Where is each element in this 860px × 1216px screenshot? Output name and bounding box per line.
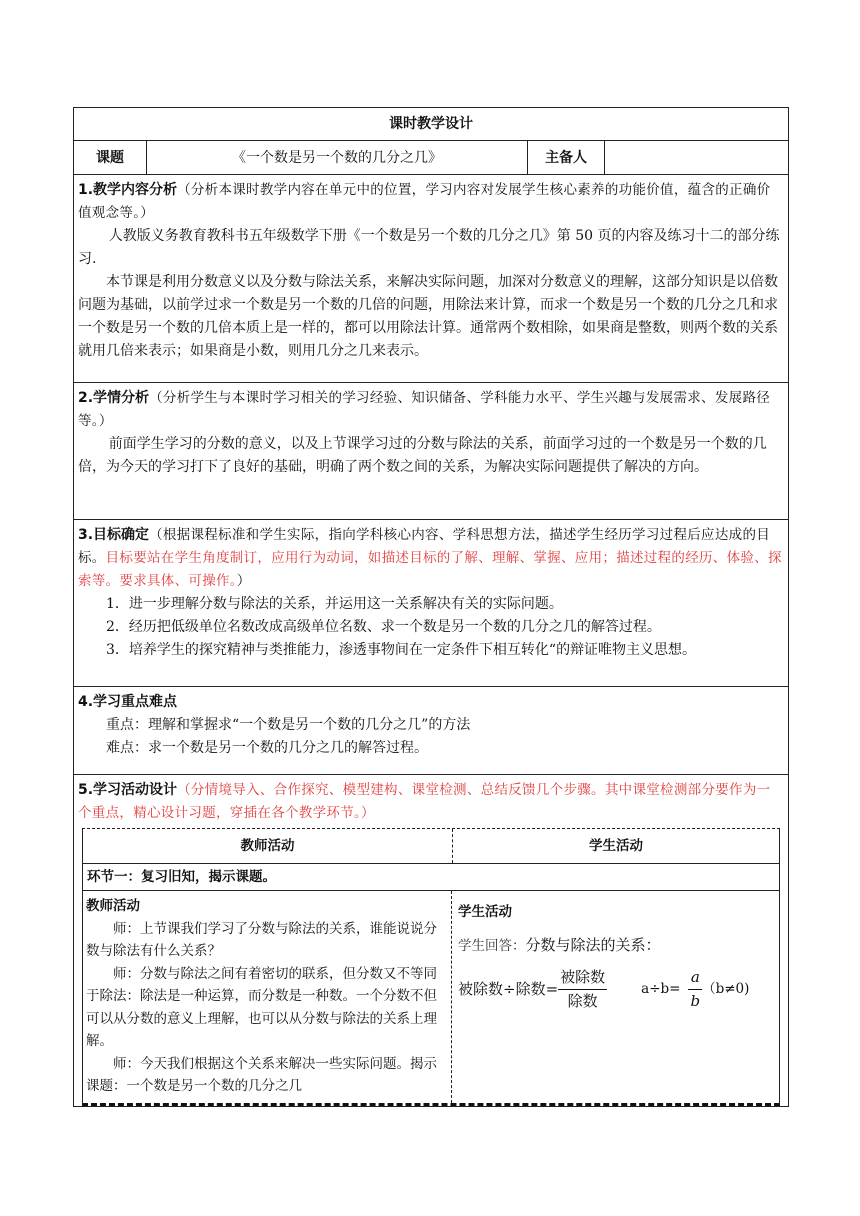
section-key-points bbox=[74, 687, 788, 775]
goal-item: 3．培养学生的探究精神与类推能力，渗透事物间在一定条件下相互转化“的辩证唯物主义思想。 bbox=[106, 642, 697, 658]
key-point: 重点：理解和掌握求“一个数是另一个数的几分之几”的方法 bbox=[106, 717, 471, 733]
topic-value: 《一个数是另一个数的几分之几》 bbox=[147, 141, 528, 174]
teacher-line: 师：分数与除法之间有着密切的联系，但分数又不等同于除法：除法是一种运算，而分数是一种数。一个分数不但可以从分数的意义上理解，也可以从分数与除法的关系上理解。 bbox=[86, 965, 437, 1049]
section1-heading: 1.教学内容分析 bbox=[78, 182, 178, 198]
fraction-denominator: 除数 bbox=[567, 992, 598, 1010]
activity-table bbox=[82, 828, 780, 1106]
section2-para1: 前面学生学习的分数的意义，以及上节课学习过的分数与除法的关系，前面学习过的一个数是另一个数的几倍，为今天的学习打下了良好的基础，明确了两个数之间的关系，为解决实际问题提供了解决的方向。 bbox=[78, 436, 767, 475]
formula-left: 被除数÷除数= bbox=[458, 980, 559, 998]
section3-hint-red: 目标要站在学生角度制订，应用行为动词，如描述目标的了解、理解、掌握、应用；描述过程的经历、体验、探索等。要求具体、可操作。 bbox=[78, 550, 782, 589]
goal-item: 2．经历把低级单位名数改成高级单位名数、求一个数是另一个数的几分之几的解答过程。 bbox=[106, 619, 661, 635]
step-one-title: 环节一：复习旧知，揭示课题。 bbox=[83, 864, 779, 891]
student-activity-label: 学生活动 bbox=[458, 904, 512, 920]
col-teacher-header: 教师活动 bbox=[83, 829, 453, 863]
teacher-line: 师：上节课我们学习了分数与除法的关系，谁能说说分数与除法有什么关系？ bbox=[86, 920, 437, 959]
fraction-a: a bbox=[688, 966, 702, 990]
section3-hint-end: ） bbox=[236, 573, 251, 589]
section-student-analysis bbox=[74, 383, 788, 520]
section1-hint: （分析本课时教学内容在单元中的位置，学习内容对发展学生核心素养的功能价值，蕴含的正确价值观念等。） bbox=[78, 182, 771, 221]
section-goals bbox=[74, 520, 788, 687]
teacher-activity-cell bbox=[83, 891, 452, 1103]
fraction-word bbox=[558, 966, 607, 1013]
section3-heading: 3.目标确定 bbox=[78, 527, 150, 543]
section3-hint: （根据课程标准和学生实际，指向学科核心内容、学科思想方法，描述学生经历学习过程后应达成的目标。 bbox=[78, 527, 771, 566]
section5-hint: （分情境导入、合作探究、模型建构、课堂检测、总结反馈几个步骤。其中课堂检测部分要作为一个重点，精心设计习题，穿插在各个教学环节。） bbox=[78, 782, 771, 821]
owner-label: 主备人 bbox=[528, 141, 605, 174]
section1-para2: 本节课是利用分数意义以及分数与除法关系，来解决实际问题，加深对分数意义的理解，这部分知识是以倍数问题为基础，以前学过求一个数是另一个数的几倍的问题，用除法来计算，而求一个数是另一个数的几分之几和求一个数是另一个数的几倍本质上是一样的，都可以用除法计算。通常两个数相除，如果商是整数，则两个数的关系就用几倍来表示；如果商是小数，则用几分之几来表示。 bbox=[78, 274, 778, 359]
topic-row bbox=[74, 141, 788, 175]
fraction-b: b bbox=[690, 992, 701, 1010]
owner-value bbox=[605, 141, 788, 174]
section-activity-design bbox=[74, 775, 788, 1106]
student-activity-cell bbox=[452, 891, 779, 1103]
teacher-activity-label: 教师活动 bbox=[86, 898, 140, 914]
section2-heading: 2.学情分析 bbox=[78, 390, 150, 406]
doc-title: 课时教学设计 bbox=[74, 108, 788, 141]
section1-para1: 人教版义务教育教科书五年级数学下册《一个数是另一个数的几分之几》第 50 页的内容及练习十二的部分练习. bbox=[78, 228, 780, 267]
col-student-header: 学生活动 bbox=[589, 838, 643, 854]
section5-heading: 5.学习活动设计 bbox=[78, 782, 178, 798]
student-answer-text: 分数与除法的关系： bbox=[525, 936, 661, 954]
student-answer-prefix: 学生回答： bbox=[458, 938, 526, 954]
lesson-design-table bbox=[73, 107, 789, 1107]
difficulty-point: 难点：求一个数是另一个数的几分之几的解答过程。 bbox=[106, 740, 428, 756]
fraction-ab bbox=[688, 966, 702, 1013]
section-content-analysis bbox=[74, 175, 788, 383]
fraction-numerator: 被除数 bbox=[558, 966, 607, 990]
teacher-line: 师：今天我们根据这个关系来解决一些实际问题。揭示课题：一个数是另一个数的几分之几 bbox=[86, 1055, 437, 1094]
formula-row bbox=[458, 966, 773, 1013]
formula2-left: a÷b= bbox=[641, 981, 681, 997]
formula2-right: （b≠0) bbox=[702, 981, 750, 997]
goal-item: 1．进一步理解分数与除法的关系，并运用这一关系解决有关的实际问题。 bbox=[106, 596, 563, 612]
step-one-body bbox=[83, 891, 779, 1103]
topic-label: 课题 bbox=[74, 141, 147, 174]
activity-table-header bbox=[83, 829, 779, 864]
section4-heading: 4.学习重点难点 bbox=[78, 694, 178, 710]
section2-hint: （分析学生与本课时学习相关的学习经验、知识储备、学科能力水平、学生兴趣与发展需求、发展路径等。） bbox=[78, 390, 771, 429]
